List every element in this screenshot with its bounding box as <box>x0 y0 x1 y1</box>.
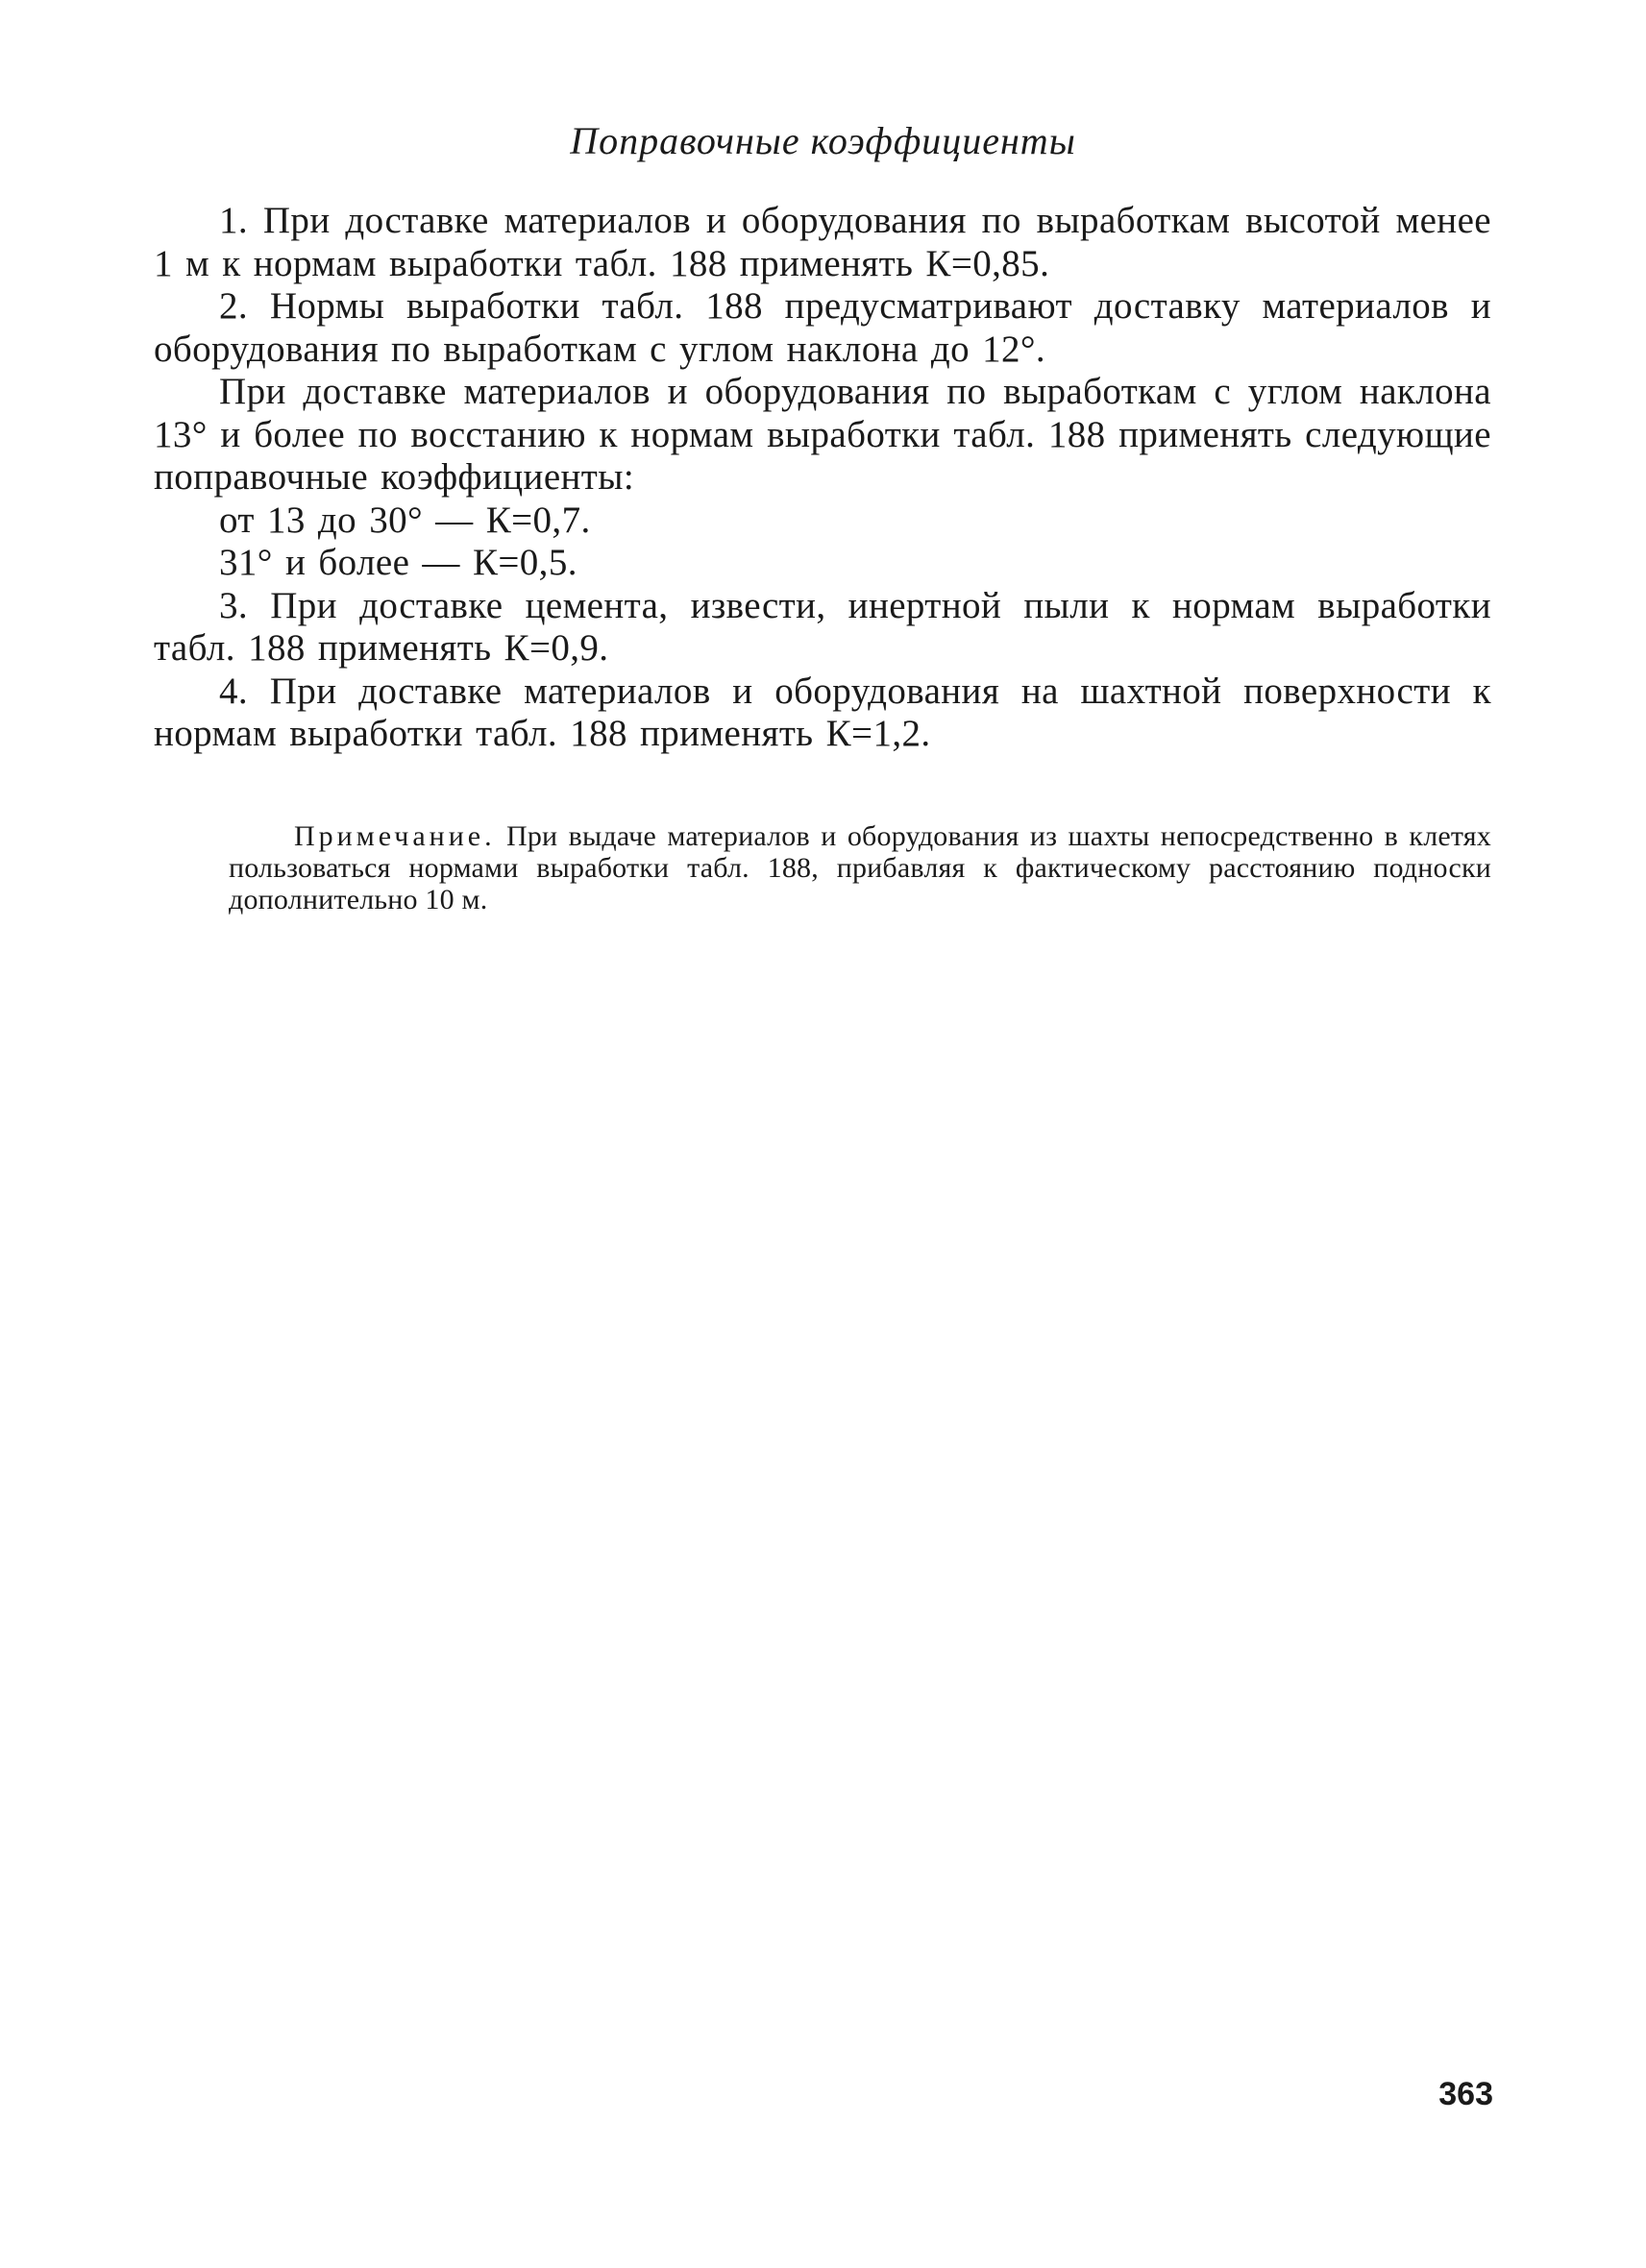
paragraph-incline-intro: При доставке материалов и оборудования по выработкам с углом наклона 13° и более по восстанию к нормам выработки табл. 188 применять следующие поправочные коэффициенты: <box>154 371 1491 498</box>
footnote-label: Примечание. <box>294 820 496 852</box>
footnote <box>229 820 1491 915</box>
page-number: 363 <box>1438 2076 1493 2112</box>
coefficients-list <box>154 200 1491 756</box>
footnote-text: При выдаче материалов и оборудования из шахты непосредственно в клетях пользоваться нормами выработки табл. 188, прибавляя к фактическому расстоянию подноски дополнительно 10 м. <box>229 820 1491 915</box>
footnote-paragraph <box>229 820 1491 915</box>
paragraph-item-2: 2. Нормы выработки табл. 188 предусматривают доставку материалов и оборудования по выработкам с углом наклона до 12°. <box>154 285 1491 370</box>
section-heading: Поправочные коэффициенты <box>570 119 1076 162</box>
paragraph-item-3: 3. При доставке цемента, извести, инертной пыли к нормам выработки табл. 188 применять К=0,9. <box>154 584 1491 669</box>
paragraph-incline-range-2: 31° и более — К=0,5. <box>219 542 577 583</box>
paragraph-item-4: 4. При доставке материалов и оборудования на шахтной поверхности к нормам выработки табл. 188 применять К=1,2. <box>154 670 1491 754</box>
paragraph-incline-range-1: от 13 до 30° — К=0,7. <box>219 499 591 541</box>
paragraph-item-1: 1. При доставке материалов и оборудования по выработкам высотой менее 1 м к нормам выработки табл. 188 применять К=0,85. <box>154 200 1491 284</box>
